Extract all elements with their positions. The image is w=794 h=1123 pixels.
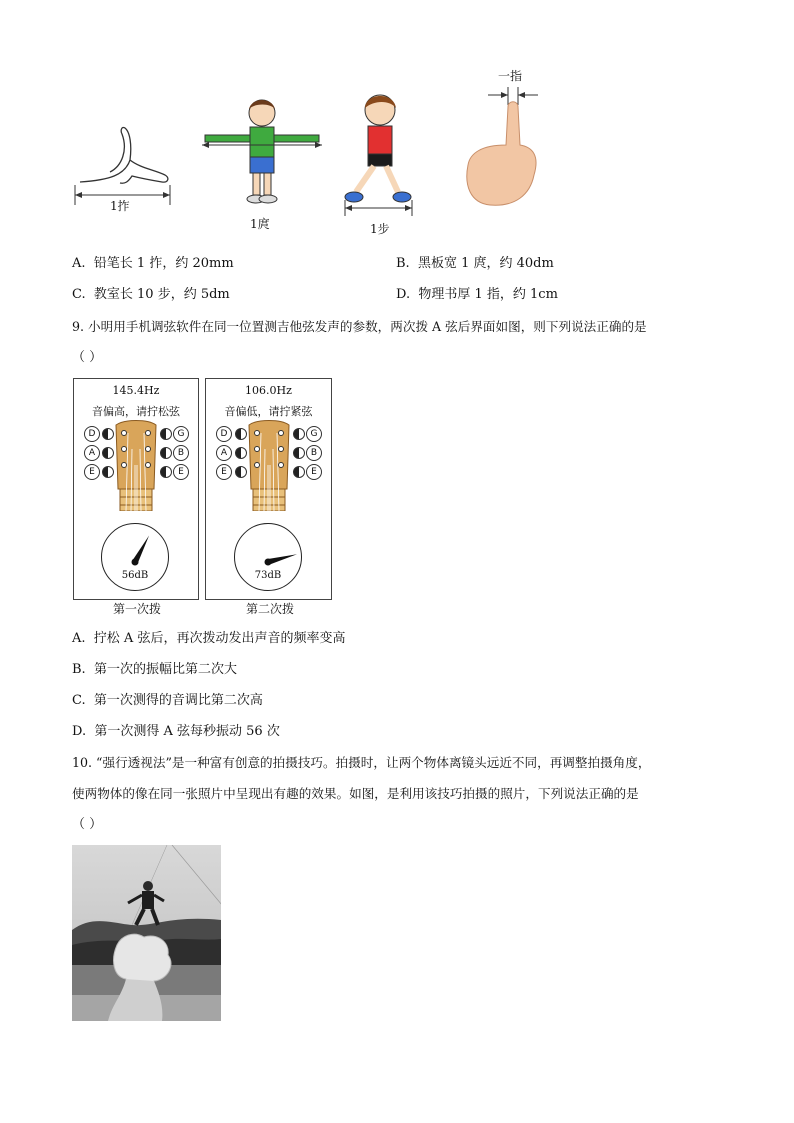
peg-label: E xyxy=(84,464,100,480)
decibel-readout: 56dB xyxy=(121,570,149,581)
peg-label: B xyxy=(306,445,322,461)
q9-option-b[interactable] xyxy=(72,661,237,679)
option-letter: C. xyxy=(72,693,86,708)
q10-stem-line3: （ ） xyxy=(72,817,103,832)
forced-perspective-photo xyxy=(72,845,221,1021)
q8-option-d[interactable] xyxy=(396,286,558,304)
option-text: 物理书厚 1 指，约 1cm xyxy=(418,287,558,302)
peg-label: E xyxy=(306,464,322,480)
panel-caption-first: 第一次拨 xyxy=(113,602,162,616)
option-letter: C. xyxy=(72,287,86,302)
q9-stem-line1: 9. 小明用手机调弦软件在同一位置测吉他弦发声的参数，两次拨 A 弦后界面如图，则下列说法正确的是 xyxy=(72,319,647,334)
option-letter: D. xyxy=(72,724,87,739)
tuner-panel-second xyxy=(205,378,332,600)
q10-stem-line2: 使两物体的像在同一张照片中呈现出有趣的效果。如图，是利用该技巧拍摄的照片，下列说法正确的是 xyxy=(72,786,639,801)
needle-hub xyxy=(265,559,272,566)
option-text: 铅笔长 1 拃，约 20mm xyxy=(93,256,234,271)
option-text: 第一次测得的音调比第二次高 xyxy=(93,693,263,708)
option-text: 黑板宽 1 庹，约 40dm xyxy=(417,256,554,271)
label-bu: 1步 xyxy=(370,222,390,236)
loudness-gauge xyxy=(101,523,169,591)
peg-label: G xyxy=(173,426,189,442)
peg-label: A xyxy=(216,445,232,461)
tuning-hint: 音偏低，请拧紧弦 xyxy=(224,405,313,418)
q8-option-c[interactable] xyxy=(72,286,230,304)
decibel-readout: 73dB xyxy=(254,570,282,581)
tuning-knob xyxy=(235,447,247,459)
option-text: 教室长 10 步，约 5dm xyxy=(93,287,230,302)
peg-label: E xyxy=(216,464,232,480)
tuning-knob xyxy=(293,466,305,478)
guitar-headstock xyxy=(110,419,162,511)
peg-label: G xyxy=(306,426,322,442)
option-letter: B. xyxy=(72,662,86,677)
finger-width-drawing xyxy=(460,85,550,210)
tuner-panel-first xyxy=(73,378,199,600)
q9-option-a[interactable] xyxy=(72,630,345,648)
tuning-knob xyxy=(160,447,172,459)
option-text: 拧松 A 弦后，再次拨动发出声音的频率变高 xyxy=(93,631,346,646)
tuning-knob xyxy=(293,447,305,459)
q9-option-d[interactable] xyxy=(72,723,280,741)
option-letter: A. xyxy=(72,631,86,646)
q10-stem-line1: 10. “强行透视法”是一种富有创意的拍摄技巧。拍摄时，让两个物体离镜头远近不同，再调整拍摄角度， xyxy=(72,755,651,770)
peg-label: B xyxy=(173,445,189,461)
label-zhi: 一指 xyxy=(498,69,523,83)
q9-stem-line2: （ ） xyxy=(72,350,103,365)
step-boy-drawing xyxy=(342,90,417,220)
tuning-knob xyxy=(235,428,247,440)
peg-label: D xyxy=(84,426,100,442)
frequency-readout: 145.4Hz xyxy=(112,384,160,397)
loudness-gauge xyxy=(234,523,302,591)
peg-label: A xyxy=(84,445,100,461)
label-tuo: 1庹 xyxy=(250,217,270,231)
tuning-knob xyxy=(160,466,172,478)
tuning-hint: 音偏高，请拧松弦 xyxy=(92,405,180,418)
option-text: 第一次的振幅比第二次大 xyxy=(93,662,237,677)
tuning-knob xyxy=(102,466,114,478)
label-zha: 1拃 xyxy=(110,199,130,213)
tuning-knob xyxy=(102,447,114,459)
guitar-headstock xyxy=(243,419,295,511)
tuning-knob xyxy=(160,428,172,440)
tuning-knob xyxy=(235,466,247,478)
option-text: 第一次测得 A 弦每秒振动 56 次 xyxy=(94,724,280,739)
needle-pointer xyxy=(267,554,297,565)
option-letter: D. xyxy=(396,287,411,302)
tuning-knob xyxy=(293,428,305,440)
needle-hub xyxy=(132,559,139,566)
tuning-knob xyxy=(102,428,114,440)
option-letter: B. xyxy=(396,256,410,271)
peg-label: D xyxy=(216,426,232,442)
panel-caption-second: 第二次拨 xyxy=(246,602,295,616)
peg-label: E xyxy=(173,464,189,480)
q8-option-a[interactable] xyxy=(72,255,234,273)
figure-body-units xyxy=(70,65,550,240)
q9-option-c[interactable] xyxy=(72,692,263,710)
option-letter: A. xyxy=(72,256,86,271)
arm-span-boy-drawing xyxy=(200,95,325,215)
frequency-readout: 106.0Hz xyxy=(245,384,292,397)
q8-option-b[interactable] xyxy=(396,255,554,273)
